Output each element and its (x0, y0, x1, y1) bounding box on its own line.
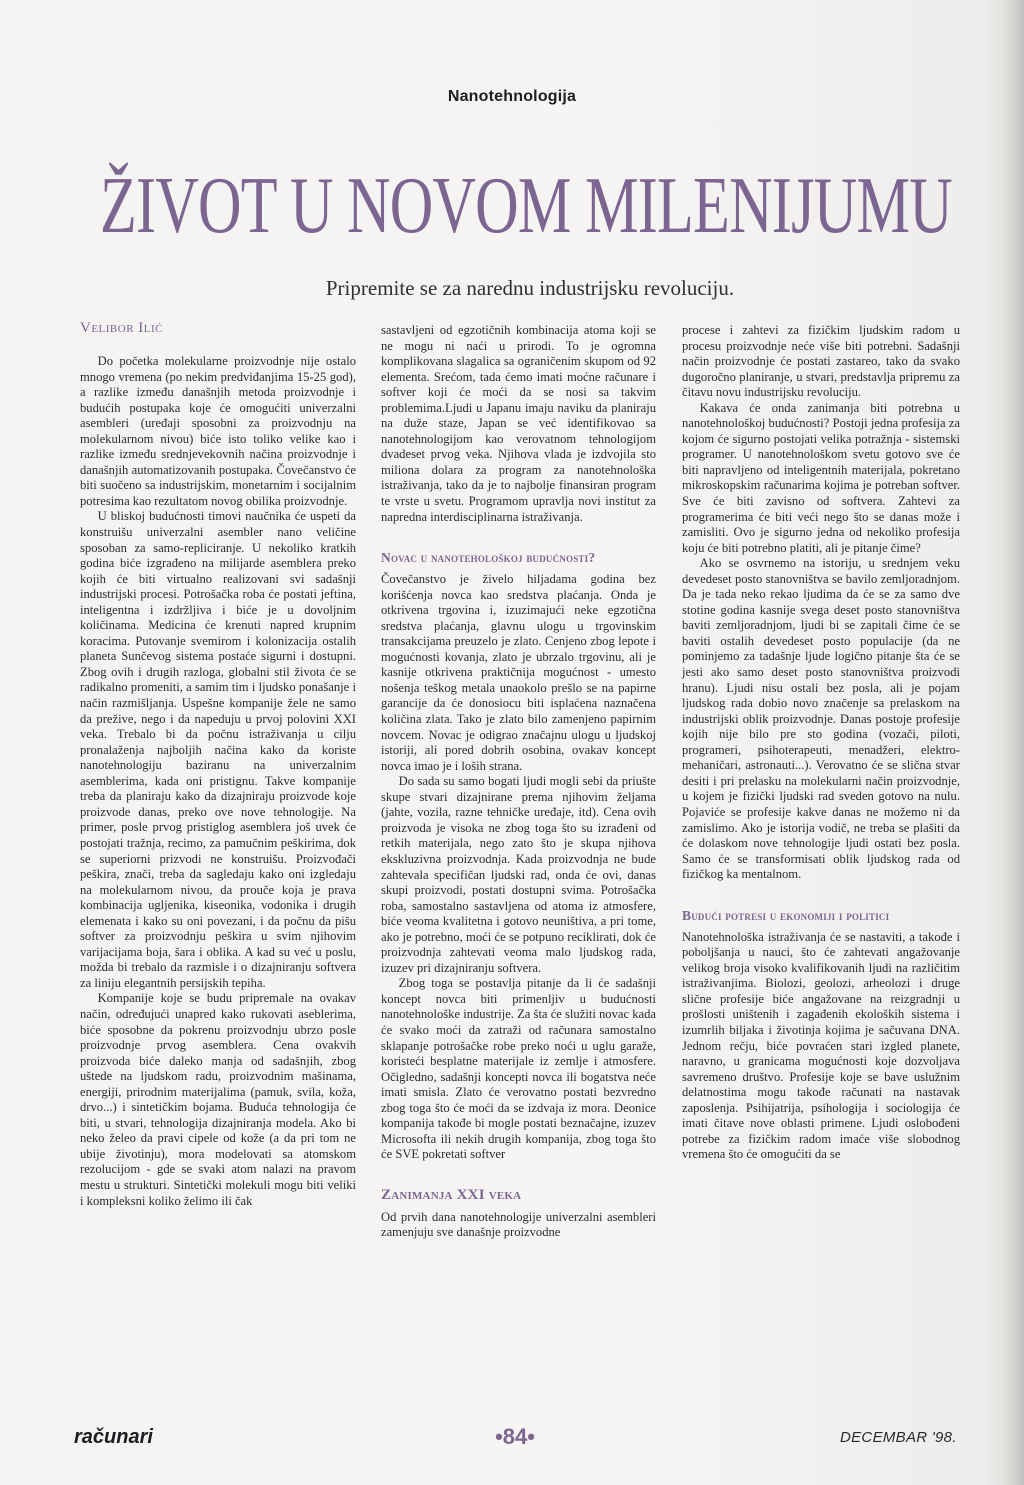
subheading-zanimanja: Zanimanja XXI veka (381, 1186, 522, 1203)
paragraph: Čovečanstvo je živelo hiljadama godina bez korišćenja novca kao sredstva plaćanja. Onda je otkrivena trgovina i, izuzimajući neke egzotična sredstva plaćanja, glavnu ulogu u trgovinskim transakcijama preuzelo je zlato. Cenjeno zbog lepote i mogućnosti kovanja, zlato je ubrzalo trgovinu, ali je kasnije otkrivena praktičnija mogućnost - umesto nošenja teškog metala unaokolo prešlo se na papirne garancije da će donosiocu biti isplaćena naznačena količina zlata. Tako je zlato bilo zamenjeno papirnim novcem. Novac je odigrao značajnu ulogu u ljudskoj istoriji, ali pored dobrih osobina, ovakav koncept novca imao je i loših strana. (381, 572, 656, 773)
article-title-text (100, 140, 960, 250)
paragraph: sastavljeni od egzotičnih kombinacija atoma koji se ne mogu ni naći u prirodi. To je ogromna komplikovana slagalica sa ograničenim skupom od 92 elementa. Srećom, tada ćemo imati moćne računare i softver koji će moći da se nosi sa takvim problemima.Ljudi u Japanu imaju naviku da planiraju na duže staze, Japan se već identifikovao sa nanotehnologijom kao verovatnom tehnologijom dvadeset prvog veka. Njihova vlada je izdvojila sto miliona dolara za program za nanotehnološka istraživanja, tako da je to najbolje finansiran program te vrste u svetu. Programom upravlja novi institut za napredna interdisciplinarna istraživanja. (381, 323, 656, 524)
page-spine-shadow (1002, 0, 1024, 1485)
article-column-2 (381, 323, 656, 1241)
paragraph: Ako se osvrnemo na istoriju, u srednjem veku devedeset posto stanovništva se bavilo zemljoradnjom. Da je tada neko rekao ljudima da će se za samo dve stotine godina kasnije svega deset posto stanovništva baviti zemljoradnjom, ljudi bi se zapitali čime će se baviti ostalih devedeset posto populacije (da ne pominjemo za tadašnje ljude logično pitanje šta će se jesti ako samo deset posto stanovništva proizvodi hranu). Ljudi nisu ostali bez posla, ali je pojam ljudskog rada dobio novo značenje sa prelaskom na industrijski oblik proizvodnje. Danas postoje profesije kojih nije bilo pre sto godina (vozači, piloti, programeri, psihoterapeuti, menadžeri, elektro-mehaničari, astronauti...). Verovatno će se slična stvar desiti i pri prelasku na molekularni način proizvodnje, u kojem je fizički ljudski rad sveden gotovo na nulu. Pojaviće se profesije kakve danas ne možemo ni da zamislimo. Ako je istorija vodič, ne treba se plašiti da će dolaskom nove tehnologije ljudi ostati bez posla. Samo će se transformisati oblik ljudskog rada od fizičkog ka mentalnom. (682, 556, 960, 882)
paragraph: Od prvih dana nanotehnologije univerzalni asembleri zamenjuju sve današnje proizvodne (381, 1209, 656, 1240)
paragraph: Zbog toga se postavlja pitanje da li će sadašnji koncept novca biti primenljiv u budućnosti nanotehnološke industrije. Za šta će služiti novac kada će svako moći da zatraži od računara samostalno sklapanje potrošačke robe preko noći u uglu garaže, koristeći besplatne materijale iz zemlje i atmosfere. Očigledno, sadašnji koncepti novca ili bogatstva neće imati smisla. Zlato će verovatno postati bezvredno zbog toga što će moći da se izdvaja iz mora. Deonice kompanija takođe bi mogle postati beznačajne, izuzev Microsofta ili nekih drugih kompanija, zbog toga što će SVE pokretati softver (381, 976, 656, 1162)
section-label: Nanotehnologija (447, 88, 577, 105)
author-name: Velibor Ilić (80, 320, 164, 336)
article-title (100, 140, 960, 250)
magazine-name: računari (74, 1426, 153, 1448)
paragraph: procese i zahtevi za fizičkim ljudskim radom u procesu proizvodnje neće više biti potrebni. Sadašnji način proizvodnje će postati zastareo, tako da svako dugoročno planiranje, u stvari, predstavlja pripremu za čitavu novu industrijsku revoluciju. (682, 323, 960, 400)
paragraph: Do sada su samo bogati ljudi mogli sebi da priušte skupe stvari dizajnirane prema njihovim željama (jahte, vozila, razne tehničke uređaje, itd). Cena ovih proizvoda je visoka ne zbog toga što su izrađeni od retkih materijala, nego zato što je skupa njihova ekskluzivna proizvodnja. Kada proizvodnja ne bude zahtevala specifičan ljudski rad, onda će ovi, danas skupi proizvodi, postati dostupni svima. Potrošačka roba, samostalno sastavljena od atoma iz atmosfere, biće veoma kvalitetna i gotovo neuništiva, a pri tome, ako je potrebno, moći će se potpuno reciklirati, dok će proizvodnja zahtevati veoma malo ljudskog rada, izuzev pri dizajniranju softvera. (381, 774, 656, 975)
article-subtitle: Pripremite se za narednu industrijsku revoluciju. (325, 276, 735, 300)
paragraph: Kompanije koje se budu pripremale na ovakav način, određujući unapred kako rukovati aseblerima, biće sposobne da pokrenu proizvodnju ubrzo posle proizvodnje prvog asemblera. Cena ovakvih proizvoda biće daleko manja od sadašnjih, zbog uštede na ljudskom radu, proizvodnim mašinama, energiji, prirodnim materijalima (pamuk, svila, koža, drvo...) i sintetičkim bojama. Buduća tehnologija će biti, u stvari, tehnologija dizajniranja modela. Ako bi neko želeo da pravi cipele od kože (a da pri tom ne ubije životinju), mora modelovati sa atomskom rezolucijom - gde se svaki atom nalazi na pravom mestu u strukturi. Sintetički molekuli mogu biti veliki i kompleksni koliko želimo ili čak (80, 991, 356, 1208)
paragraph: Do početka molekularne proizvodnje nije ostalo mnogo vremena (po nekim predviđanjima 15-25 god), a razlike između današnjih metoda proizvodnje i budućih postupaka koje će omogućiti univerzalni asembleri (uređaji sposobni za proizvodnju na molekularnom nivou) biće isto toliko velike kao i razlike između srednjevekovnih načina proizvodnje i današnjih automatizovanih postupaka. Čovečanstvo će biti suočeno sa industrijskim, monetarnim i socijalnim potresima kao rezultatom novog obilika proizvodnje. (80, 354, 356, 508)
subheading-budući: Budući potresi u ekonomiji i politici (682, 907, 890, 923)
issue-date: DECEMBAR '98. (840, 1429, 957, 1446)
paragraph: U bliskoj budućnosti timovi naučnika će uspeti da konstruišu univerzalni asembler nano veličine sposoban za samo-repliciranje. U nekoliko kratkih godina biće izgrađeno na milijarde asemblera preko kojih će biti virtualno realizovani svi sadašnji industrijski procesi. Potrošačka roba će postati jeftina, inteligentna i izdržljiva i biće je u dovoljnim količinama. Medicina će krenuti napred krupnim koracima. Putovanje svemirom i kolonizacija ostalih planeta Sunčevog sistema postaće sigurni i dostupni. Zbog ovih i drugih razloga, globalni stil života će se radikalno promeniti, a samim tim i ljudsko ponašanje i način razmišljanja. Uspešne kompanije žele ne samo da prežive, nego i da napeduju u prvoj polovini XXI veka. Trebalo bi da počnu istraživanja u cilju pronalaženja najboljih načina kako da koriste nanotehnologiju baziranu na univerzalnim asemblerima, kada oni pristignu. Takve kompanije treba da planiraju kako da dizajniraju proizvode koje proizvode danas, preko ove nove tehnologije. Na primer, posle prvog pristiglog asemblera još uvek će postojati tražnja, recimo, za pamučnim peškirima, dok se superiorni prizvodi ne konstruišu. Proizvođači peškira, znači, treba da sagledaju kako oni izgledaju na molekularnom nivou, da prouče koja je prava kombinacija ugljenika, kiseonika, vodonika i drugih elemenata i kako su oni povezani, i da počnu da pišu softver za proizvodnju peškira u svim njihovim varijacijama boja, šara i oblika. A kad su već u poslu, možda bi trebalo da razmisle i o dizajniranju softvera za liniju elegantnih persijskih tepiha. (80, 509, 356, 990)
article-column-1 (80, 354, 356, 1209)
article-title-svg-text: Život u novom milenijumu (100, 162, 953, 250)
paragraph: Nanotehnološka istraživanja će se nastaviti, a takođe i poboljšanja u nauci, što će zahtevati angažovanje velikog broja visoko kvalifikovanih ljudi na različitim istraživanjima. Biolozi, geolozi, arheolozi i druge slične profesije biće angažovane na reizgradnji u prošlosti uništenih i zagađenih ekoloških sistema i izumrlih biljaka i životinja kojima je sačuvana DNA. Jednom rečju, biće povraćen stari izgled planete, naravno, u granicama mogućnosti koje dozvoljava savremeno društvo. Profesije koje se bave uslužnim delatnostima mogu takođe računati na nastavak zaposlenja. Psihijatrija, psihologija i sociologija će imati čitave nove oblasti primene. Ljudi oslobođeni potrebe za fizičkim radom imaće više slobodnog vremena što će omogućiti da se (682, 929, 960, 1162)
page-number: •84• (495, 1424, 535, 1449)
subheading-novac: Novac u nanotehološkoj budućnosti? (381, 550, 596, 566)
paragraph: Kakava će onda zanimanja biti potrebna u nanotehnološkoj budućnosti? Postoji jedna profesija za kojom će sigurno postojati velika potražnja - sistemski programer. U nanotehnološkom svetu gotovo sve će biti napravljeno od inteligentnih materijala, pokretano mikroskopskim računarima kojima je potreban softver. Sve će biti zavisno od softvera. Zahtevi za programerima će biti veći nego što se danas može i zamisliti. Ovo je sigurno jedna od nekoliko profesija koju će biti potrebno platiti, ali je pitanje čime? (682, 400, 960, 555)
article-column-3 (682, 323, 960, 1163)
